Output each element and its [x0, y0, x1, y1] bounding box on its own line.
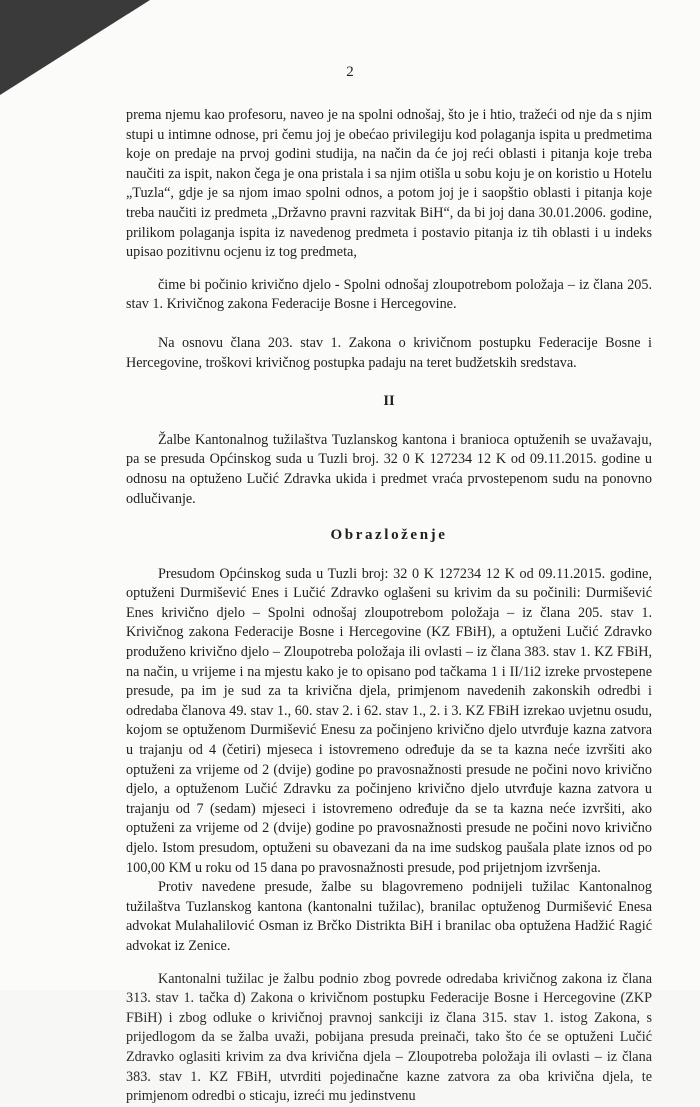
paragraph-prosecutor-appeal: Kantonalni tužilac je žalbu podnio zbog povrede odredaba krivičnog zakona iz člana 313. stav 1. tačka d) Zakona o krivičnom postupku Federacije Bosne i Hercegovine (ZKP FBiH) i zbog odluke o krivičnoj pravnoj sankciji iz člana 315. stav 1. istog Zakona, s prijedlogom da se žalba uvaži, pobijana presuda preinači, tako što će se optuženi Lučić Zdravko oglasiti krivim za dva krivična djela – Zloupotreba položaja ili ovlasti – iz člana 383. stav 1. KZ FBiH, utvrditi pojedinačne kazne zatvora za oba krivična djela, te primjenom odredbi o sticaju, izreći mu jedinstvenu	[126, 970, 652, 1105]
paragraph-judgment-summary: Presudom Općinskog suda u Tuzli broj: 32 0 K 127234 12 K od 09.11.2015. godine, optuženi Durmišević Enes i Lučić Zdravko oglašeni su krivim da su počinili: Durmišević Enes krivično djelo – Spolni odnošaj zloupotrebom položaja – iz člana 205. stav 1. Krivičnog zakona Federacije Bosne i Hercegovine (KZ FBiH), a optuženi Lučić Zdravko produženo krivično djelo – Zloupotreba položaja ili ovlasti – iz člana 383. stav 1. KZ FBiH, na način, u vrijeme i na mjestu kako je to opisano pod tačkama 1 i II/1i2 izreke prvostepene presude, pa im je sud za ta krivična djela, primjenom navedenih zakonskih odredbi i odredaba članova 49. stav 1., 60. stav 2. i 62. stav 1., 2. i 3. KZ FBiH izrekao uvjetnu osudu, kojom se optuženom Durmišević Enesu za počinjeno krivično djelo utvrđuje kazna zatvora u trajanju od 4 (četiri) mjeseca i istovremeno određuje da se ta kazna neće izvršiti ako optuženi za vrijeme od 2 (dvije) godine po pravosnažnosti presude ne počini novo krivično djelo, a optuženom Lučić Zdravku za počinjeno krivično djelo utvrđuje kazna zatvora u trajanju od 7 (sedam) mjeseci i istovremeno određuje da se ta kazna neće izvršiti, ako optuženi za vrijeme od 2 (dvije) godine po pravosnažnosti presude ne počini novo krivično djelo. Istom presudom, optuženi su obavezani da na ime sudskog paušala plate iznos od po 100,00 KM u roku od 15 dana po pravosnažnosti presude, pod prijetnjom izvršenja.	[126, 565, 652, 876]
reasoning-heading: Obrazloženje	[330, 527, 448, 544]
paragraph-appeals-filed: Protiv navedene presude, žalbe su blagovremeno podnijeli tužilac Kantonalnog tužilaštva Tuzlanskog kantona (kantonalni tužilac), branilac optuženog Durmišević Enesa advokat Mulahalilović Osman iz Brčko Distrikta BiH i branilac oba optužena Hadžić Ragić advokat iz Zenice.	[126, 879, 652, 954]
document-body	[126, 106, 652, 1107]
section-number: II	[383, 393, 395, 410]
paragraph-appeals-granted: Žalbe Kantonalnog tužilaštva Tuzlanskog kantona i branioca optuženih se uvažavaju, pa se presuda Općinskog suda u Tuzli broj. 32 0 K 127234 12 K od 09.11.2015. godine u odnosu na optuženo Lučić Zdravka ukida i predmet vraća prvostepenom sudu na ponovno odlučivanje.	[126, 431, 652, 507]
paragraph-continuation: prema njemu kao profesoru, naveo je na spolni odnošaj, što je i htio, tražeći od nje da s njim stupi u intimne odnose, pri čemu joj je obećao privilegiju kod polaganja ispita u predmetima koje on predaje na prvoj godini studija, na način da će joj reći oblasti i pitanja koje treba naučiti za ispit, nakon čega je ona pristala i sa njim otišla u sobu koju je on koristio u Hotelu „Tuzla“, gdje je sa njom imao spolni odnos, a potom joj je i saopštio oblasti i pitanja koje treba naučiti iz predmeta „Državno pravni razvitak BiH“, da bi joj dana 30.01.2006. godine, prilikom polaganja ispita iz navedenog predmeta i postavio pitanja iz tih oblasti i u indeks upisao pozitivnu ocjenu iz tog predmeta,	[126, 107, 652, 261]
paragraph-offense: čime bi počinio krivično djelo - Spolni odnošaj zloupotrebom položaja – iz člana 205. stav 1. Krivičnog zakona Federacije Bosne i Hercegovine.	[126, 276, 652, 313]
paragraph-costs: Na osnovu člana 203. stav 1. Zakona o krivičnom postupku Federacije Bosne i Hercegovine, troškovi krivičnog postupka padaju na teret budžetskih sredstava.	[126, 334, 652, 371]
page-number: 2	[346, 64, 354, 80]
